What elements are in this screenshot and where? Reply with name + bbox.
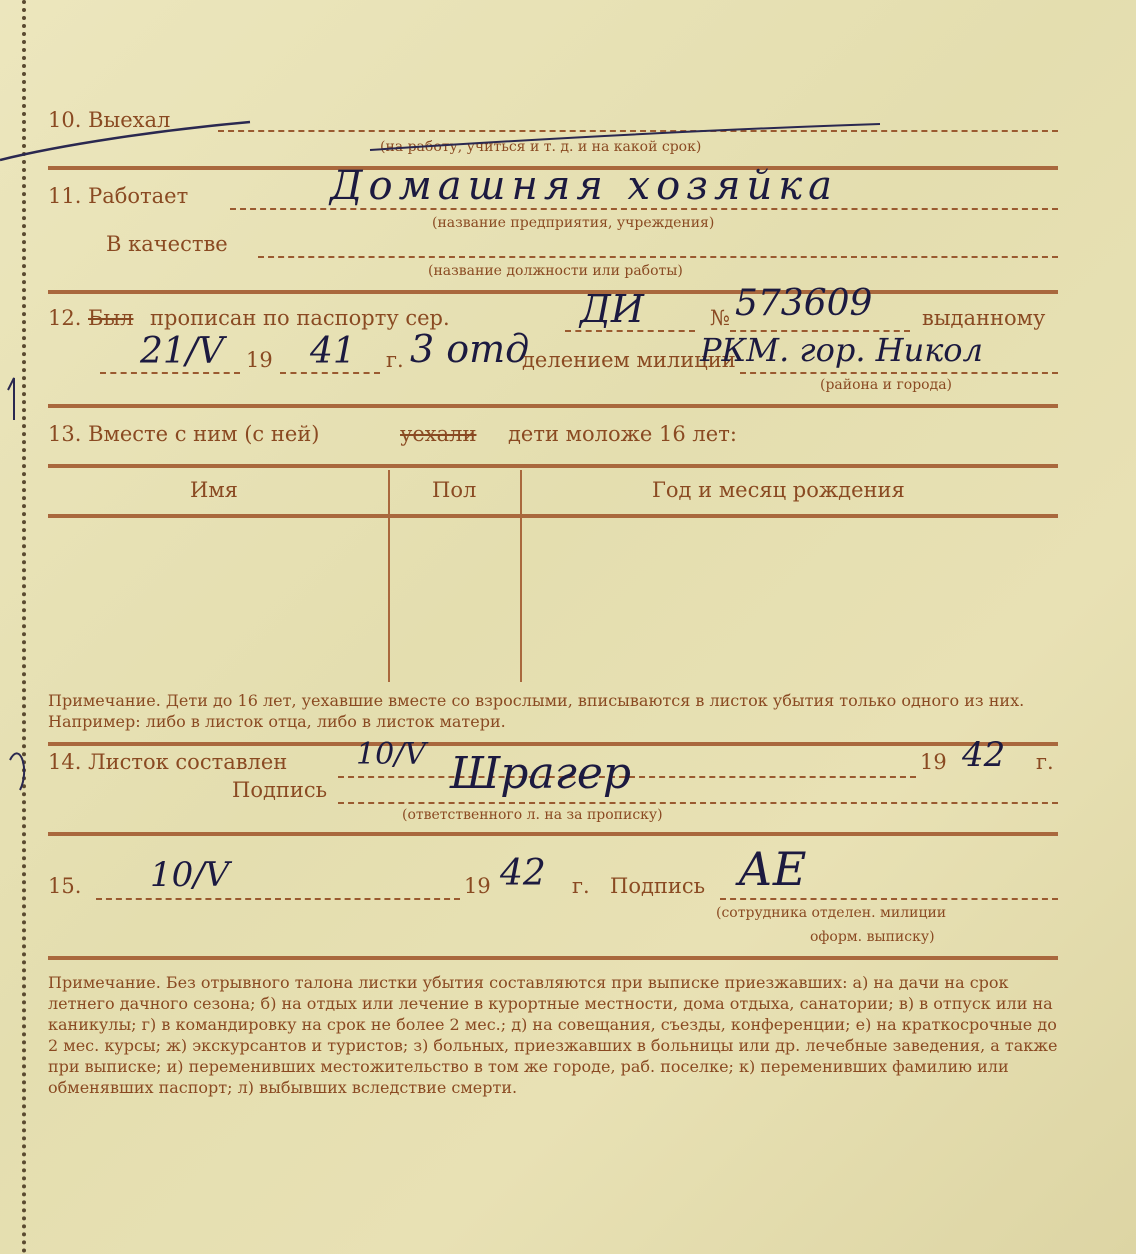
passport-series: ДИ [580, 287, 645, 331]
field-14-sign-label: Подпись [232, 778, 328, 802]
field-14-signature: Шрагер [450, 748, 632, 799]
field-14-year: 42 [962, 735, 1006, 775]
field-14-g: г. [1036, 750, 1054, 774]
issue-district: РКМ. гор. Никол [700, 331, 983, 369]
field-15-caption-1: (сотрудника отделен. милиции [716, 905, 947, 921]
issue-department-number: 3 отд [410, 327, 530, 371]
field-14-caption: (ответственного л. на за прописку) [402, 807, 663, 823]
field-11-label: 11. Работает [48, 184, 189, 208]
field-13-label-2: дети моложе 16 лет: [508, 422, 737, 446]
field-11-label-2: В качестве [106, 232, 228, 256]
field-12-struck: Был [88, 306, 134, 330]
field-11-caption-1: (название предприятия, учреждения) [432, 215, 715, 231]
field-14-label: 14. Листок составлен [48, 750, 288, 774]
passport-no-label: № [710, 306, 730, 330]
field-15-year: 42 [500, 853, 546, 894]
field-11-caption-2: (название должности или работы) [428, 263, 683, 279]
issue-g: г. [386, 348, 404, 372]
field-13-label: 13. Вместе с ним (с ней) [48, 422, 320, 446]
issue-date: 21/V [140, 331, 224, 372]
field-15-sign-label: Подпись [610, 874, 706, 898]
field-15-date: 10/V [150, 855, 230, 895]
field-12-label: прописан по паспорту сер. [150, 306, 450, 330]
field-15-year-prefix: 19 [464, 874, 491, 898]
field-15-caption-2: оформ. выписку) [810, 929, 935, 945]
note-children: Примечание. Дети до 16 лет, уехавшие вместе со взрослыми, вписываются в листок убытия только одного из них. Например: либо в листок отца, либо в листок матери. [48, 691, 1025, 731]
passport-number: 573609 [735, 283, 873, 324]
district-caption: (района и города) [820, 377, 953, 393]
issue-year-prefix: 19 [246, 348, 273, 372]
field-15-signature: АЕ [738, 842, 807, 896]
issue-department-label: делением милиции [522, 348, 736, 372]
field-14-date: 10/V [356, 737, 426, 772]
field-13-struck: уехали [400, 422, 477, 446]
field-12-issued: выданному [922, 306, 1046, 330]
field-14-year-prefix: 19 [920, 750, 947, 774]
field-11-value: Домашняя хозяйка [330, 163, 838, 209]
children-col-name: Имя [190, 478, 238, 502]
field-10-label: 10. Выехал [48, 108, 171, 132]
children-col-birth: Год и месяц рождения [652, 478, 905, 502]
field-12-number: 12. [48, 306, 82, 330]
field-10-caption: (на работу, учиться и т. д. и на какой срок) [380, 139, 702, 155]
note-without-coupon: Примечание. Без отрывного талона листки убытия составляются при выписке приезжавших: а) на дачи на срок летнего дачного сезона; б) на отдых или лечение в курортные местности, дома отдыха, санатории; в) в отпуск или на каникулы; г) в командировку на срок не более 2 мес.; д) на совещания, съезды, конференции; е) на краткосрочные до 2 мес. курсы; ж) экскурсантов и туристов; з) больных, приезжавших в больницы или др. лечебные заведения, а также при выписке; и) переменивших местожительство в том же городе, раб. поселке; к) переменивших фамилию или обменявших паспорт; л) выбывших вследствие смерти. [48, 973, 1058, 1097]
issue-year: 41 [310, 331, 356, 372]
field-15-number: 15. [48, 874, 82, 898]
children-col-sex: Пол [432, 478, 477, 502]
field-15-g: г. [572, 874, 590, 898]
